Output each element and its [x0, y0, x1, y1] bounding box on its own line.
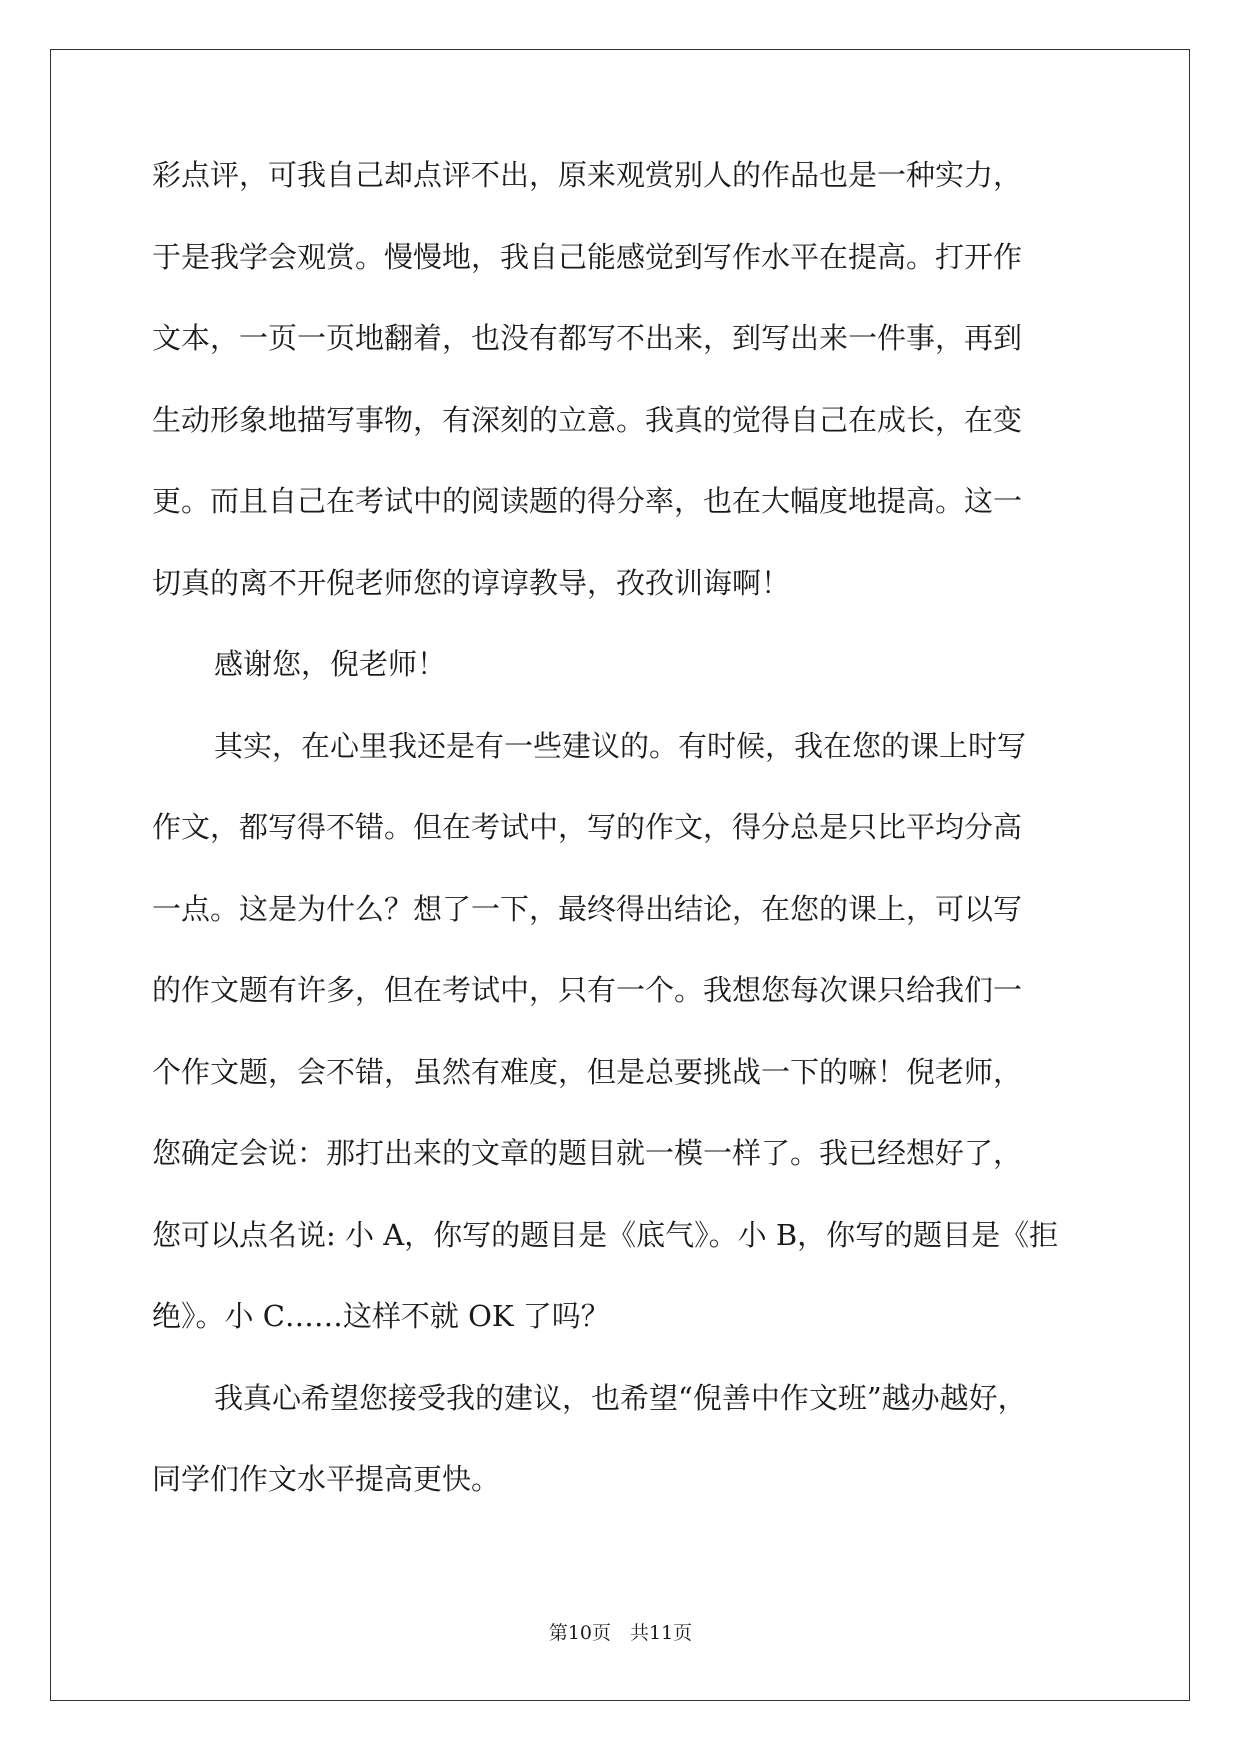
text-line: 同学们作文水平提高更快。 [152, 1462, 501, 1496]
text-line: 文本，一页一页地翻着，也没有都写不出来，到写出来一件事，再到 [152, 321, 1023, 355]
text-line: 您确定会说：那打出来的文章的题目就一模一样了。我已经想好了， [152, 1136, 1023, 1170]
text-line: 一点。这是为什么？想了一下，最终得出结论，在您的课上，可以写 [152, 891, 1023, 926]
text-line: 个作文题，会不错，虽然有难度，但是总要挑战一下的嘛！倪老师， [152, 1054, 1023, 1089]
text-line: 彩点评，可我自己却点评不出，原来观赏别人的作品也是一种实力， [152, 158, 1023, 192]
text-line: 切真的离不开倪老师您的谆谆教导，孜孜训诲啊！ [152, 565, 791, 600]
text-line: 的作文题有许多，但在考试中，只有一个。我想您每次课只给我们一 [152, 973, 1023, 1007]
page-number-footer: 第10页 共11页 [548, 1622, 693, 1644]
text-line: 于是我学会观赏。慢慢地，我自己能感觉到写作水平在提高。打开作 [152, 239, 1023, 274]
text-line: 更。而且自己在考试中的阅读题的得分率，也在大幅度地提高。这一 [152, 484, 1023, 518]
text-line: 其实，在心里我还是有一些建议的。有时候，我在您的课上时写 [214, 728, 1027, 763]
text-line: 绝》。小 C……这样不就 OK 了吗？ [152, 1299, 610, 1333]
text-line: 生动形象地描写事物，有深刻的立意。我真的觉得自己在成长，在变 [152, 402, 1023, 437]
text-line: 您可以点名说: 小 A，你写的题目是《底气》。小 B，你写的题目是《拒 [152, 1217, 1059, 1252]
text-line: 感谢您，倪老师！ [214, 647, 447, 681]
document-body [152, 155, 1092, 1541]
text-line: 我真心希望您接受我的建议，也希望“倪善中作文班”越办越好， [214, 1380, 1027, 1415]
text-line: 作文，都写得不错。但在考试中，写的作文，得分总是只比平均分高 [152, 810, 1023, 844]
